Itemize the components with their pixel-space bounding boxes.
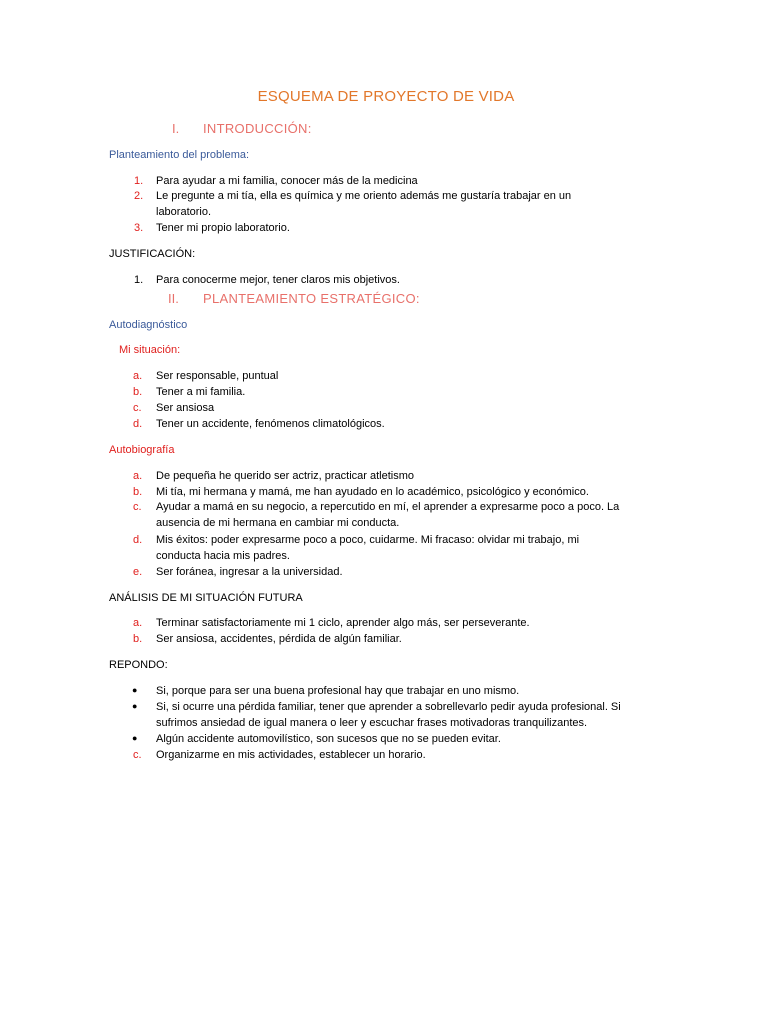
list-marker: 3. — [134, 222, 144, 234]
list-marker: b. — [133, 633, 143, 645]
list-marker: d. — [133, 418, 143, 430]
list-marker: a. — [133, 617, 143, 629]
list-item: Tener a mi familia. — [156, 386, 246, 398]
list-marker: e. — [133, 566, 143, 578]
section-1-number: I. — [172, 121, 180, 136]
list-marker: d. — [133, 534, 143, 546]
list-item-continuation: sufrimos ansiedad de igual manera o leer y escuchar frases motivadoras tranquilizantes. — [156, 717, 588, 729]
list-item: Tener mi propio laboratorio. — [156, 222, 290, 234]
list-item: Ser responsable, puntual — [156, 370, 279, 382]
list-item: Ser ansiosa — [156, 402, 215, 414]
list-item-continuation: laboratorio. — [156, 206, 212, 218]
list-item: Le pregunte a mi tía, ella es química y me oriento además me gustaría trabajar en un — [156, 190, 572, 202]
bullet-icon: ● — [132, 701, 138, 711]
list-item: Para conocerme mejor, tener claros mis objetivos. — [156, 274, 400, 286]
list-marker: 1. — [134, 274, 144, 286]
autodiagnostico-heading: Autodiagnóstico — [109, 319, 188, 331]
list-item: De pequeña he querido ser actriz, practicar atletismo — [156, 470, 415, 482]
autobiografia-heading: Autobiografía — [109, 444, 175, 456]
planteamiento-heading: Planteamiento del problema: — [109, 149, 250, 161]
list-marker: c. — [133, 402, 142, 414]
justificacion-heading: JUSTIFICACIÓN: — [109, 248, 196, 260]
list-item: Organizarme en mis actividades, establecer un horario. — [156, 749, 426, 761]
list-item-continuation: conducta hacia mis padres. — [156, 550, 290, 562]
list-item: Ayudar a mamá en su negocio, a repercutido en mí, el aprender a expresarme poco a poco. La — [156, 501, 620, 513]
list-marker: b. — [133, 486, 143, 498]
list-item-continuation: ausencia de mi hermana en cambiar mi conducta. — [156, 517, 400, 529]
list-marker: 1. — [134, 175, 144, 187]
list-item: Tener un accidente, fenómenos climatológicos. — [156, 418, 385, 430]
list-item: Algún accidente automovilístico, son sucesos que no se pueden evitar. — [156, 733, 501, 745]
section-1-title: INTRODUCCIÓN: — [203, 121, 312, 136]
situacion-heading: Mi situación: — [119, 344, 181, 356]
list-item: Ser foránea, ingresar a la universidad. — [156, 566, 343, 578]
section-2-title: PLANTEAMIENTO ESTRATÉGICO: — [203, 291, 420, 306]
list-item: Ser ansiosa, accidentes, pérdida de algún familiar. — [156, 633, 402, 645]
section-2-number: II. — [168, 291, 179, 306]
repondo-heading: REPONDO: — [109, 659, 168, 671]
page-title: ESQUEMA DE PROYECTO DE VIDA — [257, 88, 515, 105]
bullet-icon: ● — [132, 733, 138, 743]
list-item: Si, si ocurre una pérdida familiar, tener que aprender a sobrellevarlo pedir ayuda profesional. Si — [156, 701, 621, 713]
list-item: Para ayudar a mi familia, conocer más de la medicina — [156, 175, 418, 187]
list-item: Mis éxitos: poder expresarme poco a poco, cuidarme. Mi fracaso: olvidar mi trabajo, mi — [156, 534, 580, 546]
list-marker: c. — [133, 749, 142, 761]
list-item: Si, porque para ser una buena profesional hay que trabajar en uno mismo. — [156, 685, 520, 697]
list-marker: a. — [133, 370, 143, 382]
list-marker: 2. — [134, 190, 144, 202]
list-item: Terminar satisfactoriamente mi 1 ciclo, aprender algo más, ser perseverante. — [156, 617, 530, 629]
list-marker: c. — [133, 501, 142, 513]
bullet-icon: ● — [132, 685, 138, 695]
futura-heading: ANÁLISIS DE MI SITUACIÓN FUTURA — [109, 592, 303, 604]
list-item: Mi tía, mi hermana y mamá, me han ayudado en lo académico, psicológico y económico. — [156, 486, 589, 498]
list-marker: b. — [133, 386, 143, 398]
list-marker: a. — [133, 470, 143, 482]
